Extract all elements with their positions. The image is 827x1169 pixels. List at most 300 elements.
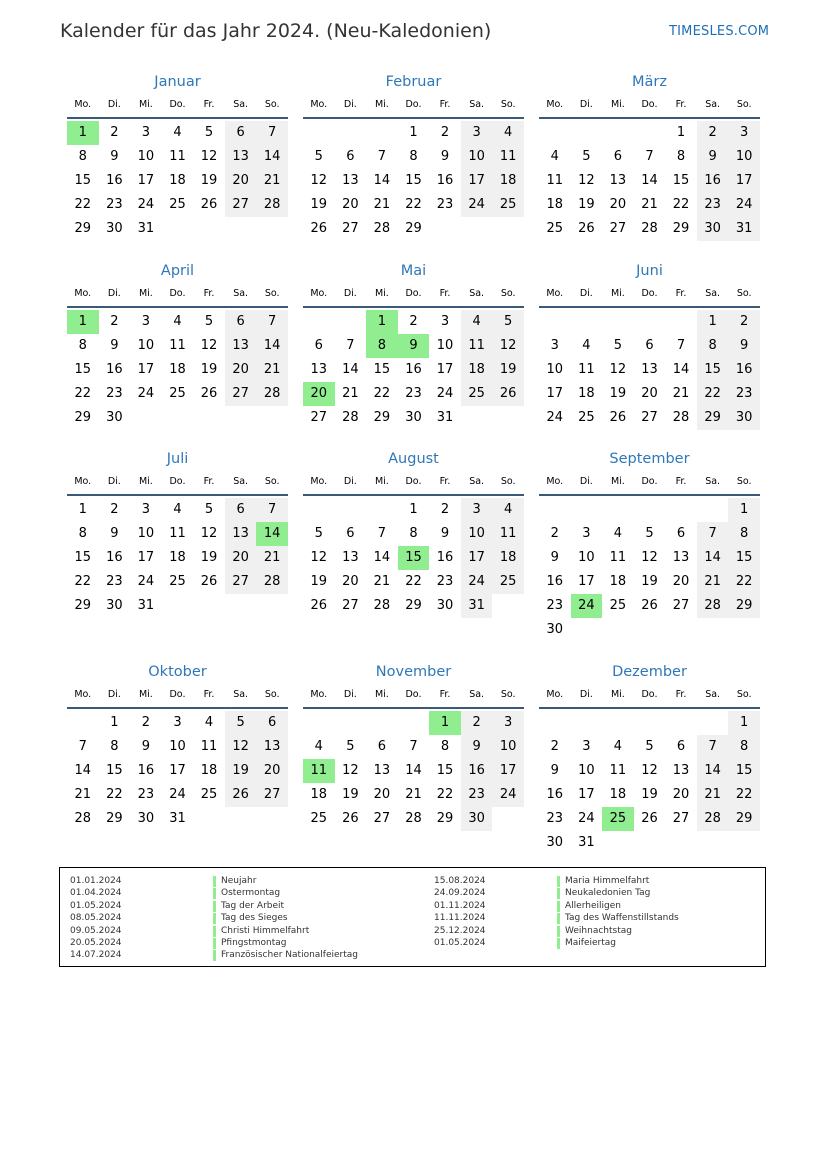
- day-cell: 7: [645, 149, 654, 164]
- day-cell: 5: [492, 310, 524, 334]
- weekday-label: Mi.: [374, 288, 389, 299]
- day-cell: 21: [256, 169, 288, 193]
- day-cell: 2: [440, 125, 450, 140]
- month-divider: [67, 306, 288, 308]
- weekday-label: Do.: [169, 476, 186, 487]
- day-cell: 24: [137, 386, 155, 401]
- day-cell: 16: [405, 362, 422, 377]
- day-cell: 6: [645, 338, 654, 353]
- day-cell: 19: [641, 574, 658, 589]
- weekday-label: Mo.: [310, 476, 328, 487]
- day-cell: 5: [314, 526, 323, 541]
- day-cell: 9: [110, 338, 119, 353]
- day-cell: 23: [405, 386, 422, 401]
- weekday-label: So.: [500, 288, 516, 299]
- weekday-label: Mi.: [138, 689, 153, 700]
- month-april: [67, 263, 288, 463]
- day-cell: 24: [728, 193, 760, 217]
- day-cell: 27: [373, 811, 391, 826]
- day-cell: 29: [672, 221, 690, 236]
- day-cell: 16: [461, 759, 493, 783]
- day-cell: 7: [697, 735, 729, 759]
- weekday-label: Sa.: [705, 476, 721, 487]
- weekday-label: Fr.: [439, 689, 451, 700]
- holiday-date: 01.01.2024: [70, 876, 122, 886]
- day-cell: 27: [256, 783, 288, 807]
- brand-link[interactable]: TIMESLES.COM: [669, 24, 770, 39]
- weekday-label: Mo.: [74, 288, 92, 299]
- day-cell: 24: [461, 193, 493, 217]
- holiday-day: 1: [429, 711, 461, 735]
- day-cell: 2: [550, 739, 559, 754]
- day-cell: 10: [578, 550, 595, 565]
- day-cell: 30: [405, 410, 422, 425]
- day-cell: 7: [377, 526, 387, 541]
- day-cell: 17: [169, 763, 186, 778]
- day-cell: 27: [672, 811, 690, 826]
- holiday-day: 24: [571, 594, 603, 618]
- day-cell: 23: [697, 193, 729, 217]
- day-cell: 26: [310, 598, 328, 613]
- day-cell: 30: [436, 598, 454, 613]
- day-cell: 13: [373, 763, 391, 778]
- day-cell: 17: [436, 362, 454, 377]
- weekday-label: Do.: [641, 476, 658, 487]
- day-cell: 30: [546, 835, 564, 850]
- day-cell: 12: [200, 149, 218, 164]
- month-divider: [67, 494, 288, 496]
- day-cell: 15: [728, 759, 760, 783]
- day-cell: 30: [106, 221, 123, 236]
- month-divider: [303, 306, 524, 308]
- day-cell: 11: [609, 550, 627, 565]
- day-cell: 24: [578, 811, 595, 826]
- day-cell: 20: [256, 759, 288, 783]
- weekday-label: Sa.: [233, 99, 249, 110]
- day-cell: 20: [641, 386, 658, 401]
- day-cell: 7: [256, 498, 288, 522]
- day-cell: 27: [672, 598, 690, 613]
- day-cell: 11: [200, 739, 218, 754]
- day-cell: 18: [492, 169, 524, 193]
- day-cell: 28: [672, 410, 690, 425]
- weekday-label: Di.: [107, 476, 121, 487]
- day-cell: 26: [641, 811, 658, 826]
- day-cell: 25: [169, 574, 186, 589]
- day-cell: 18: [200, 763, 218, 778]
- day-cell: 28: [373, 598, 391, 613]
- day-cell: 10: [436, 338, 454, 353]
- day-cell: 5: [346, 739, 355, 754]
- day-cell: 15: [672, 173, 690, 188]
- day-cell: 24: [546, 410, 564, 425]
- day-cell: 10: [546, 362, 564, 377]
- day-cell: 18: [461, 358, 493, 382]
- month-title: März: [632, 74, 667, 90]
- day-cell: 11: [492, 145, 524, 169]
- weekday-label: So.: [264, 689, 280, 700]
- holiday-date: 08.05.2024: [70, 913, 122, 924]
- holiday-name: Tag des Waffenstillstands: [565, 913, 679, 924]
- weekday-label: Mo.: [310, 288, 328, 299]
- day-cell: 15: [74, 362, 92, 377]
- weekday-label: Sa.: [469, 99, 485, 110]
- day-cell: 13: [225, 334, 257, 358]
- weekday-label: Do.: [641, 99, 658, 110]
- day-cell: 1: [409, 502, 418, 517]
- holiday-entry: [434, 875, 754, 887]
- day-cell: 10: [137, 338, 155, 353]
- weekday-label: Di.: [107, 288, 121, 299]
- day-cell: 2: [409, 314, 418, 329]
- day-cell: 20: [672, 574, 690, 589]
- day-cell: 28: [342, 410, 359, 425]
- day-cell: 10: [137, 526, 155, 541]
- day-cell: 4: [582, 338, 591, 353]
- day-cell: 16: [137, 763, 155, 778]
- day-cell: 3: [173, 715, 182, 730]
- day-cell: 25: [200, 787, 218, 802]
- day-cell: 18: [492, 546, 524, 570]
- day-cell: 27: [225, 570, 257, 594]
- day-cell: 8: [78, 338, 87, 353]
- weekday-label: Di.: [107, 689, 121, 700]
- weekday-label: Fr.: [439, 99, 451, 110]
- day-cell: 22: [728, 783, 760, 807]
- day-cell: 21: [256, 358, 288, 382]
- day-cell: 27: [342, 221, 359, 236]
- weekday-header: [67, 476, 288, 490]
- day-cell: 25: [310, 811, 328, 826]
- holiday-date: 11.11.2024: [434, 913, 486, 924]
- day-cell: 15: [74, 550, 92, 565]
- holiday-entry: [434, 925, 754, 937]
- day-cell: 31: [578, 835, 595, 850]
- month-divider: [67, 707, 288, 709]
- day-cell: 21: [641, 197, 658, 212]
- day-cell: 28: [697, 594, 729, 618]
- holiday-entry: [70, 887, 390, 899]
- day-cell: 15: [74, 173, 92, 188]
- day-cell: 21: [405, 787, 422, 802]
- day-cell: 29: [728, 807, 760, 831]
- day-cell: 18: [169, 550, 186, 565]
- day-cell: 2: [110, 314, 119, 329]
- day-cell: 25: [461, 382, 493, 406]
- day-cell: 4: [204, 715, 214, 730]
- month-title: September: [609, 451, 690, 467]
- holiday-day: 8: [366, 334, 398, 358]
- holiday-marker: [213, 876, 216, 887]
- day-cell: 14: [405, 763, 422, 778]
- weekday-label: Di.: [579, 288, 593, 299]
- day-cell: 20: [225, 358, 257, 382]
- day-cell: 20: [342, 574, 359, 589]
- day-cell: 22: [106, 787, 123, 802]
- day-cell: 9: [728, 334, 760, 358]
- month-title: Februar: [385, 74, 442, 90]
- day-cell: 18: [546, 197, 564, 212]
- day-cell: 1: [409, 125, 418, 140]
- day-cell: 4: [461, 310, 493, 334]
- day-cell: 4: [550, 149, 559, 164]
- weekday-label: So.: [264, 288, 280, 299]
- day-cell: 18: [310, 787, 328, 802]
- weekday-label: Mo.: [546, 689, 564, 700]
- holiday-legend: [59, 867, 766, 967]
- day-cell: 3: [440, 314, 450, 329]
- month-divider: [303, 707, 524, 709]
- weekday-header: [303, 476, 524, 490]
- month-september: [539, 451, 760, 651]
- day-cell: 4: [173, 314, 182, 329]
- month-divider: [539, 707, 760, 709]
- day-cell: 26: [200, 574, 218, 589]
- day-cell: 12: [609, 362, 627, 377]
- day-cell: 17: [578, 574, 595, 589]
- day-cell: 10: [137, 149, 155, 164]
- weekday-label: Mi.: [138, 99, 153, 110]
- day-cell: 23: [436, 574, 454, 589]
- day-cell: 4: [613, 526, 623, 541]
- weekday-label: So.: [500, 476, 516, 487]
- holiday-marker: [557, 888, 560, 899]
- weekday-label: Di.: [107, 99, 121, 110]
- weekday-label: Fr.: [675, 689, 687, 700]
- day-cell: 31: [436, 410, 454, 425]
- weekday-label: Mo.: [546, 99, 564, 110]
- day-cell: 29: [74, 410, 92, 425]
- day-cell: 11: [461, 334, 493, 358]
- day-cell: 14: [342, 362, 359, 377]
- day-cell: 4: [173, 502, 182, 517]
- day-cell: 26: [200, 197, 218, 212]
- weekday-header: [539, 689, 760, 703]
- day-cell: 17: [461, 546, 493, 570]
- month-divider: [303, 494, 524, 496]
- holiday-marker: [557, 876, 560, 887]
- day-cell: 15: [373, 362, 391, 377]
- day-cell: 19: [310, 574, 328, 589]
- day-cell: 9: [550, 763, 559, 778]
- month-divider: [539, 494, 760, 496]
- month-title: Juni: [636, 263, 663, 279]
- day-cell: 18: [609, 574, 627, 589]
- day-cell: 2: [110, 502, 119, 517]
- day-cell: 11: [578, 362, 595, 377]
- holiday-day: 11: [303, 759, 335, 783]
- day-cell: 4: [314, 739, 323, 754]
- day-cell: 24: [169, 787, 186, 802]
- weekday-label: Mo.: [310, 99, 328, 110]
- holiday-marker: [213, 938, 216, 949]
- day-cell: 26: [492, 382, 524, 406]
- month-oktober: [67, 664, 288, 864]
- day-cell: 6: [613, 149, 623, 164]
- weekday-label: Do.: [405, 99, 422, 110]
- holiday-date: 09.05.2024: [70, 925, 122, 936]
- day-cell: 6: [225, 121, 257, 145]
- day-cell: 30: [137, 811, 155, 826]
- weekday-label: Mo.: [546, 476, 564, 487]
- day-cell: 7: [697, 522, 729, 546]
- holiday-marker: [557, 901, 560, 912]
- day-cell: 3: [728, 121, 760, 145]
- day-cell: 17: [578, 787, 595, 802]
- holiday-marker: [213, 926, 216, 937]
- holiday-day: 20: [303, 382, 335, 406]
- day-cell: 29: [106, 811, 123, 826]
- day-cell: 21: [256, 546, 288, 570]
- weekday-label: Mo.: [310, 689, 328, 700]
- day-cell: 9: [110, 149, 119, 164]
- day-cell: 14: [697, 759, 729, 783]
- day-cell: 12: [310, 550, 328, 565]
- day-cell: 19: [310, 197, 328, 212]
- day-cell: 7: [377, 149, 387, 164]
- day-cell: 12: [641, 763, 658, 778]
- weekday-label: Di.: [579, 476, 593, 487]
- day-cell: 29: [728, 594, 760, 618]
- day-cell: 6: [676, 739, 686, 754]
- day-cell: 16: [436, 173, 454, 188]
- weekday-header: [303, 99, 524, 113]
- day-cell: 11: [609, 763, 627, 778]
- day-cell: 11: [169, 338, 186, 353]
- weekday-header: [539, 476, 760, 490]
- day-cell: 27: [225, 382, 257, 406]
- holiday-marker: [213, 913, 216, 924]
- weekday-label: Sa.: [705, 689, 721, 700]
- holiday-day: 1: [67, 310, 99, 334]
- day-cell: 8: [409, 149, 418, 164]
- day-cell: 18: [609, 787, 627, 802]
- day-cell: 25: [169, 386, 186, 401]
- day-cell: 29: [373, 410, 391, 425]
- day-cell: 25: [169, 197, 186, 212]
- holiday-marker: [213, 901, 216, 912]
- day-cell: 25: [546, 221, 564, 236]
- day-cell: 26: [641, 598, 658, 613]
- month-title: Januar: [154, 74, 201, 90]
- month-divider: [67, 117, 288, 119]
- day-cell: 29: [405, 221, 422, 236]
- day-cell: 2: [550, 526, 559, 541]
- day-cell: 21: [672, 386, 690, 401]
- day-cell: 7: [346, 338, 355, 353]
- day-cell: 14: [74, 763, 92, 778]
- weekday-label: Mi.: [374, 99, 389, 110]
- day-cell: 28: [256, 193, 288, 217]
- day-cell: 15: [405, 173, 422, 188]
- day-cell: 21: [697, 783, 729, 807]
- day-cell: 7: [78, 739, 87, 754]
- day-cell: 12: [641, 550, 658, 565]
- weekday-label: Fr.: [439, 476, 451, 487]
- holiday-date: 01.04.2024: [70, 888, 122, 899]
- day-cell: 24: [436, 386, 454, 401]
- day-cell: 8: [440, 739, 450, 754]
- day-cell: 22: [405, 574, 422, 589]
- day-cell: 11: [492, 522, 524, 546]
- day-cell: 5: [645, 739, 654, 754]
- day-cell: 23: [728, 382, 760, 406]
- holiday-name: Tag der Arbeit: [221, 900, 285, 911]
- day-cell: 8: [78, 149, 87, 164]
- day-cell: 3: [550, 338, 559, 353]
- weekday-label: Sa.: [705, 288, 721, 299]
- day-cell: 25: [609, 598, 627, 613]
- weekday-label: Mi.: [610, 288, 625, 299]
- holiday-entry: [70, 937, 390, 949]
- day-cell: 21: [373, 197, 391, 212]
- day-cell: 29: [405, 598, 422, 613]
- weekday-label: Di.: [579, 689, 593, 700]
- day-cell: 4: [173, 125, 182, 140]
- day-cell: 16: [436, 550, 454, 565]
- month-divider: [303, 117, 524, 119]
- day-cell: 30: [697, 217, 729, 241]
- month-juni: [539, 263, 760, 463]
- weekday-label: Di.: [579, 99, 593, 110]
- day-cell: 7: [409, 739, 418, 754]
- day-cell: 22: [697, 382, 729, 406]
- day-cell: 23: [546, 811, 564, 826]
- day-cell: 10: [169, 739, 186, 754]
- holiday-day: 25: [602, 807, 634, 831]
- day-cell: 22: [436, 787, 454, 802]
- day-cell: 5: [204, 502, 214, 517]
- weekday-header: [539, 99, 760, 113]
- day-cell: 12: [225, 735, 257, 759]
- day-cell: 28: [373, 221, 391, 236]
- day-cell: 1: [728, 711, 760, 735]
- weekday-label: Fr.: [439, 288, 451, 299]
- weekday-label: Do.: [641, 288, 658, 299]
- day-cell: 10: [728, 145, 760, 169]
- day-cell: 21: [342, 386, 359, 401]
- weekday-label: Sa.: [233, 476, 249, 487]
- day-cell: 5: [225, 711, 257, 735]
- day-cell: 11: [169, 149, 186, 164]
- day-cell: 24: [137, 574, 155, 589]
- day-cell: 10: [461, 522, 493, 546]
- day-cell: 24: [492, 783, 524, 807]
- holiday-name: Tag des Sieges: [221, 913, 288, 924]
- day-cell: 18: [578, 386, 595, 401]
- weekday-label: Fr.: [675, 476, 687, 487]
- holiday-name: Christi Himmelfahrt: [221, 925, 310, 936]
- day-cell: 8: [676, 149, 686, 164]
- month-title: August: [388, 451, 439, 467]
- day-cell: 9: [141, 739, 151, 754]
- day-cell: 8: [409, 526, 418, 541]
- day-cell: 17: [546, 386, 564, 401]
- holiday-name: Ostermontag: [221, 888, 281, 899]
- holiday-name: Maifeiertag: [565, 938, 616, 948]
- holiday-entry: [70, 912, 390, 924]
- day-cell: 29: [74, 221, 92, 236]
- day-cell: 13: [256, 735, 288, 759]
- holiday-entry: [434, 912, 754, 924]
- weekday-label: Di.: [343, 476, 357, 487]
- day-cell: 1: [676, 125, 686, 140]
- day-cell: 14: [256, 334, 288, 358]
- day-cell: 6: [225, 498, 257, 522]
- weekday-label: Sa.: [233, 689, 249, 700]
- weekday-header: [67, 99, 288, 113]
- day-cell: 19: [200, 173, 218, 188]
